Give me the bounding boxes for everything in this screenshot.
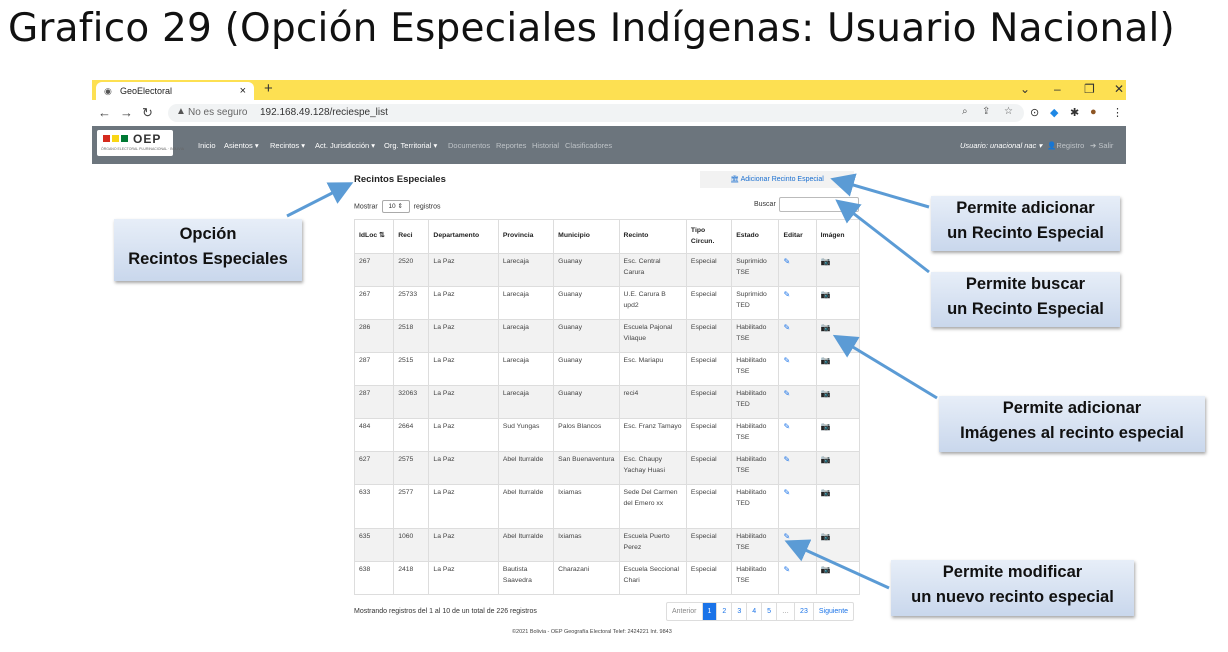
cell-recinto: Escuela Seccional Chari bbox=[619, 562, 686, 595]
cell-departamento: La Paz bbox=[429, 529, 498, 562]
camera-icon[interactable]: 📷 bbox=[820, 532, 831, 541]
cell-municipio: Ixiamas bbox=[554, 529, 619, 562]
cell-departamento: La Paz bbox=[429, 254, 498, 287]
cell-estado: Habilitado TSE bbox=[732, 419, 779, 452]
cell-recinto: Esc. Chaupy Yachay Huasi bbox=[619, 452, 686, 485]
cell-tipo: Especial bbox=[686, 419, 731, 452]
records-label: registros bbox=[413, 203, 441, 211]
edit-icon[interactable]: ✎ bbox=[783, 488, 791, 497]
table-info: Mostrando registros del 1 al 10 de un total de 226 registros bbox=[354, 608, 537, 615]
cell-recinto: reci4 bbox=[619, 386, 686, 419]
page-1[interactable]: 1 bbox=[703, 603, 718, 620]
column-header-idloc[interactable]: IdLoc ⇅ bbox=[355, 220, 394, 254]
page-next[interactable]: Siguiente bbox=[818, 608, 849, 615]
cell-tipo: Especial bbox=[686, 353, 731, 386]
callout-edit-line1: Permite modificar bbox=[942, 563, 1083, 581]
column-header-provincia[interactable]: Provincia bbox=[498, 220, 553, 254]
profile-avatar[interactable]: ● bbox=[1090, 106, 1097, 118]
camera-icon[interactable]: 📷 bbox=[820, 422, 831, 431]
callout-images-line2: Imágenes al recinto especial bbox=[960, 424, 1184, 442]
nav-inicio[interactable]: Inicio bbox=[198, 141, 216, 150]
minimize-icon[interactable]: – bbox=[1054, 82, 1061, 96]
add-recinto-label: Adicionar Recinto Especial bbox=[740, 176, 824, 183]
cell-estado: Suprimido TED bbox=[732, 287, 779, 320]
edit-icon[interactable]: ✎ bbox=[783, 455, 791, 464]
cell-tipo: Especial bbox=[686, 529, 731, 562]
cell-idloc: 633 bbox=[355, 485, 394, 529]
cell-reci: 2664 bbox=[394, 419, 429, 452]
arrow-search bbox=[840, 203, 929, 272]
slide-title: Grafico 29 (Opción Especiales Indígenas: Usuario Nacional) bbox=[8, 6, 1175, 51]
cell-tipo: Especial bbox=[686, 386, 731, 419]
column-header-reci[interactable]: Reci bbox=[394, 220, 429, 254]
cell-idloc: 638 bbox=[355, 562, 394, 595]
cell-municipio: Guanay bbox=[554, 386, 619, 419]
cell-provincia: Abel Iturralde bbox=[498, 452, 553, 485]
zoom-icon[interactable]: ⌕ bbox=[962, 106, 968, 117]
cell-departamento: La Paz bbox=[429, 353, 498, 386]
cell-reci: 25733 bbox=[394, 287, 429, 320]
extension-icon-1[interactable]: ⊙ bbox=[1030, 107, 1040, 119]
cell-tipo: Especial bbox=[686, 254, 731, 287]
cell-municipio: Charazani bbox=[554, 562, 619, 595]
cell-idloc: 267 bbox=[355, 287, 394, 320]
page-5[interactable]: 5 bbox=[762, 603, 777, 620]
cell-reci: 1060 bbox=[394, 529, 429, 562]
cell-reci: 2577 bbox=[394, 485, 429, 529]
cell-idloc: 635 bbox=[355, 529, 394, 562]
edit-icon[interactable]: ✎ bbox=[783, 290, 791, 299]
arrow-images bbox=[838, 338, 937, 398]
callout-add-line2: un Recinto Especial bbox=[947, 224, 1104, 242]
bookmark-star-icon[interactable]: ☆ bbox=[1004, 106, 1013, 117]
edit-icon[interactable]: ✎ bbox=[783, 323, 791, 332]
cell-recinto: Esc. Mariapu bbox=[619, 353, 686, 386]
cell-recinto: Esc. Franz Tamayo bbox=[619, 419, 686, 452]
edit-icon[interactable]: ✎ bbox=[783, 389, 791, 398]
camera-icon[interactable]: 📷 bbox=[820, 290, 831, 299]
cell-reci: 32063 bbox=[394, 386, 429, 419]
column-header-municipio[interactable]: Municipio bbox=[554, 220, 619, 254]
page-prev[interactable]: Anterior bbox=[667, 603, 703, 620]
cell-departamento: La Paz bbox=[429, 386, 498, 419]
cell-estado: Habilitado TSE bbox=[732, 353, 779, 386]
bank-icon: 🏛 bbox=[730, 176, 740, 183]
warning-icon: ▲ bbox=[176, 106, 186, 117]
cell-municipio: Guanay bbox=[554, 353, 619, 386]
callout-option-line1: Opción bbox=[179, 225, 237, 243]
cell-estado: Habilitado TED bbox=[732, 485, 779, 529]
callout-add-line1: Permite adicionar bbox=[956, 199, 1095, 217]
cell-provincia: Abel Iturralde bbox=[498, 485, 553, 529]
user-menu[interactable]: Usuario: unacional nac ▾ bbox=[960, 141, 1043, 150]
maximize-icon[interactable]: ❐ bbox=[1084, 82, 1095, 96]
edit-icon[interactable]: ✎ bbox=[783, 565, 791, 574]
column-header-editar[interactable]: Editar bbox=[779, 220, 816, 254]
register-label: Registro bbox=[1056, 141, 1085, 150]
cell-estado: Habilitado TSE bbox=[732, 529, 779, 562]
cell-departamento: La Paz bbox=[429, 452, 498, 485]
camera-icon[interactable]: 📷 bbox=[820, 323, 831, 332]
logo-subtitle: ÓRGANO ELECTORAL PLURINACIONAL · BOLIVIA bbox=[101, 147, 184, 151]
cell-departamento: La Paz bbox=[429, 419, 498, 452]
browser-menu-icon[interactable]: ⋮ bbox=[1112, 107, 1123, 119]
logo-text: OEP bbox=[133, 132, 162, 146]
cell-tipo: Especial bbox=[686, 320, 731, 353]
camera-icon[interactable]: 📷 bbox=[820, 389, 831, 398]
nav-historial[interactable]: Historial bbox=[532, 141, 560, 150]
reload-icon[interactable]: ↻ bbox=[142, 105, 153, 120]
cell-idloc: 287 bbox=[355, 353, 394, 386]
column-header-imagen[interactable]: Imágen bbox=[816, 220, 859, 254]
camera-icon[interactable]: 📷 bbox=[820, 565, 831, 574]
cell-estado: Suprimido TSE bbox=[732, 254, 779, 287]
edit-icon[interactable]: ✎ bbox=[783, 356, 791, 365]
nav-org-territorial[interactable]: Org. Territorial ▾ bbox=[384, 141, 438, 150]
cell-recinto: Escuela Puerto Perez bbox=[619, 529, 686, 562]
new-tab-icon[interactable]: + bbox=[264, 80, 273, 97]
page-23[interactable]: 23 bbox=[795, 603, 814, 620]
cell-departamento: La Paz bbox=[429, 485, 498, 529]
cell-municipio: Ixiamas bbox=[554, 485, 619, 529]
cell-provincia: Sud Yungas bbox=[498, 419, 553, 452]
page-2[interactable]: 2 bbox=[717, 603, 732, 620]
cell-idloc: 484 bbox=[355, 419, 394, 452]
cell-municipio: Guanay bbox=[554, 254, 619, 287]
cell-estado: Habilitado TED bbox=[732, 386, 779, 419]
callout-images-line1: Permite adicionar bbox=[1002, 399, 1142, 417]
cell-reci: 2520 bbox=[394, 254, 429, 287]
cell-estado: Habilitado TSE bbox=[732, 562, 779, 595]
extensions-puzzle-icon[interactable]: ✱ bbox=[1070, 107, 1080, 119]
nav-documentos[interactable]: Documentos bbox=[448, 141, 491, 150]
callout-search-line1: Permite buscar bbox=[965, 275, 1086, 293]
cell-tipo: Especial bbox=[686, 562, 731, 595]
copyright: ©2021 Bolivia - OEP Geografía Electoral Telef: 2424221 Int. 9843 bbox=[512, 629, 672, 635]
cell-tipo: Especial bbox=[686, 485, 731, 529]
user-icon: 👤 bbox=[1047, 141, 1057, 150]
arrow-edit bbox=[790, 543, 889, 588]
cell-idloc: 286 bbox=[355, 320, 394, 353]
cell-provincia: Bautista Saavedra bbox=[498, 562, 553, 595]
cell-municipio: Guanay bbox=[554, 287, 619, 320]
page-length-value: 10 bbox=[388, 203, 396, 210]
column-header-estado[interactable]: Estado bbox=[732, 220, 779, 254]
url-text: 192.168.49.128/reciespe_list bbox=[260, 107, 388, 118]
cell-reci: 2518 bbox=[394, 320, 429, 353]
search-label: Buscar bbox=[754, 201, 776, 208]
edit-icon[interactable]: ✎ bbox=[783, 422, 791, 431]
cell-idloc: 287 bbox=[355, 386, 394, 419]
close-tab-icon[interactable]: × bbox=[239, 85, 246, 97]
cell-reci: 2515 bbox=[394, 353, 429, 386]
column-header-tipo-circun[interactable]: Tipo Circun. bbox=[686, 220, 731, 254]
arrow-add bbox=[836, 180, 929, 207]
cell-recinto: U.E. Carura B upd2 bbox=[619, 287, 686, 320]
share-icon[interactable]: ⇪ bbox=[982, 106, 991, 117]
cell-recinto: Esc. Central Carura bbox=[619, 254, 686, 287]
logout-icon: ➔ bbox=[1090, 141, 1097, 150]
globe-icon: ◉ bbox=[104, 86, 112, 96]
cell-departamento: La Paz bbox=[429, 287, 498, 320]
forward-icon[interactable]: → bbox=[120, 105, 133, 120]
show-label: Mostrar bbox=[354, 203, 378, 211]
camera-icon[interactable]: 📷 bbox=[820, 455, 831, 464]
callout-edit-line2: un nuevo recinto especial bbox=[911, 588, 1114, 606]
cell-tipo: Especial bbox=[686, 452, 731, 485]
cell-municipio: Palos Blancos bbox=[554, 419, 619, 452]
tab-search-icon[interactable]: ⌄ bbox=[1020, 82, 1031, 96]
cell-municipio: Guanay bbox=[554, 320, 619, 353]
callout-search-line2: un Recinto Especial bbox=[947, 300, 1104, 318]
cell-provincia: Larecaja bbox=[498, 353, 553, 386]
cell-tipo: Especial bbox=[686, 287, 731, 320]
cell-recinto: Escuela Pajonal Vilaque bbox=[619, 320, 686, 353]
cell-estado: Habilitado TSE bbox=[732, 320, 779, 353]
cell-reci: 2418 bbox=[394, 562, 429, 595]
cell-departamento: La Paz bbox=[429, 320, 498, 353]
nav-asientos[interactable]: Asientos ▾ bbox=[224, 141, 259, 150]
page-title: Recintos Especiales bbox=[354, 174, 446, 185]
camera-icon[interactable]: 📷 bbox=[820, 488, 831, 497]
nav-clasificadores[interactable]: Clasificadores bbox=[565, 141, 613, 150]
nav-recintos[interactable]: Recintos ▾ bbox=[270, 141, 306, 150]
column-header-recinto[interactable]: Recinto bbox=[619, 220, 686, 254]
tab-title: GeoElectoral bbox=[120, 86, 173, 96]
cell-municipio: San Buenaventura bbox=[554, 452, 619, 485]
cell-provincia: Larecaja bbox=[498, 320, 553, 353]
back-icon[interactable]: ← bbox=[98, 105, 111, 120]
cell-idloc: 627 bbox=[355, 452, 394, 485]
cell-estado: Habilitado TSE bbox=[732, 452, 779, 485]
column-header-departamento[interactable]: Departamento bbox=[429, 220, 498, 254]
cell-provincia: Larecaja bbox=[498, 386, 553, 419]
page-3[interactable]: 3 bbox=[732, 603, 747, 620]
cell-recinto: Sede Del Carmen del Emero xx bbox=[619, 485, 686, 529]
nav-act-jurisdiccion[interactable]: Act. Jurisdicción ▾ bbox=[315, 141, 376, 150]
page-ellipsis: … bbox=[777, 603, 795, 620]
camera-icon[interactable]: 📷 bbox=[820, 356, 831, 365]
cell-provincia: Larecaja bbox=[498, 287, 553, 320]
callout-option-line2: Recintos Especiales bbox=[128, 250, 288, 268]
arrow-option bbox=[287, 185, 348, 216]
camera-icon[interactable]: 📷 bbox=[820, 257, 831, 266]
edit-icon[interactable]: ✎ bbox=[783, 532, 791, 541]
cell-idloc: 267 bbox=[355, 254, 394, 287]
logout-label: Salir bbox=[1098, 141, 1114, 150]
cell-provincia: Larecaja bbox=[498, 254, 553, 287]
cell-provincia: Abel Iturralde bbox=[498, 529, 553, 562]
extension-icon-2[interactable]: ◆ bbox=[1050, 107, 1059, 119]
security-label: No es seguro bbox=[188, 107, 248, 118]
nav-reportes[interactable]: Reportes bbox=[496, 141, 527, 150]
page-length-select[interactable]: 10 ⇕ bbox=[382, 200, 410, 213]
cell-reci: 2575 bbox=[394, 452, 429, 485]
close-window-icon[interactable]: ✕ bbox=[1114, 82, 1125, 96]
cell-departamento: La Paz bbox=[429, 562, 498, 595]
edit-icon[interactable]: ✎ bbox=[783, 257, 791, 266]
page-4[interactable]: 4 bbox=[747, 603, 762, 620]
